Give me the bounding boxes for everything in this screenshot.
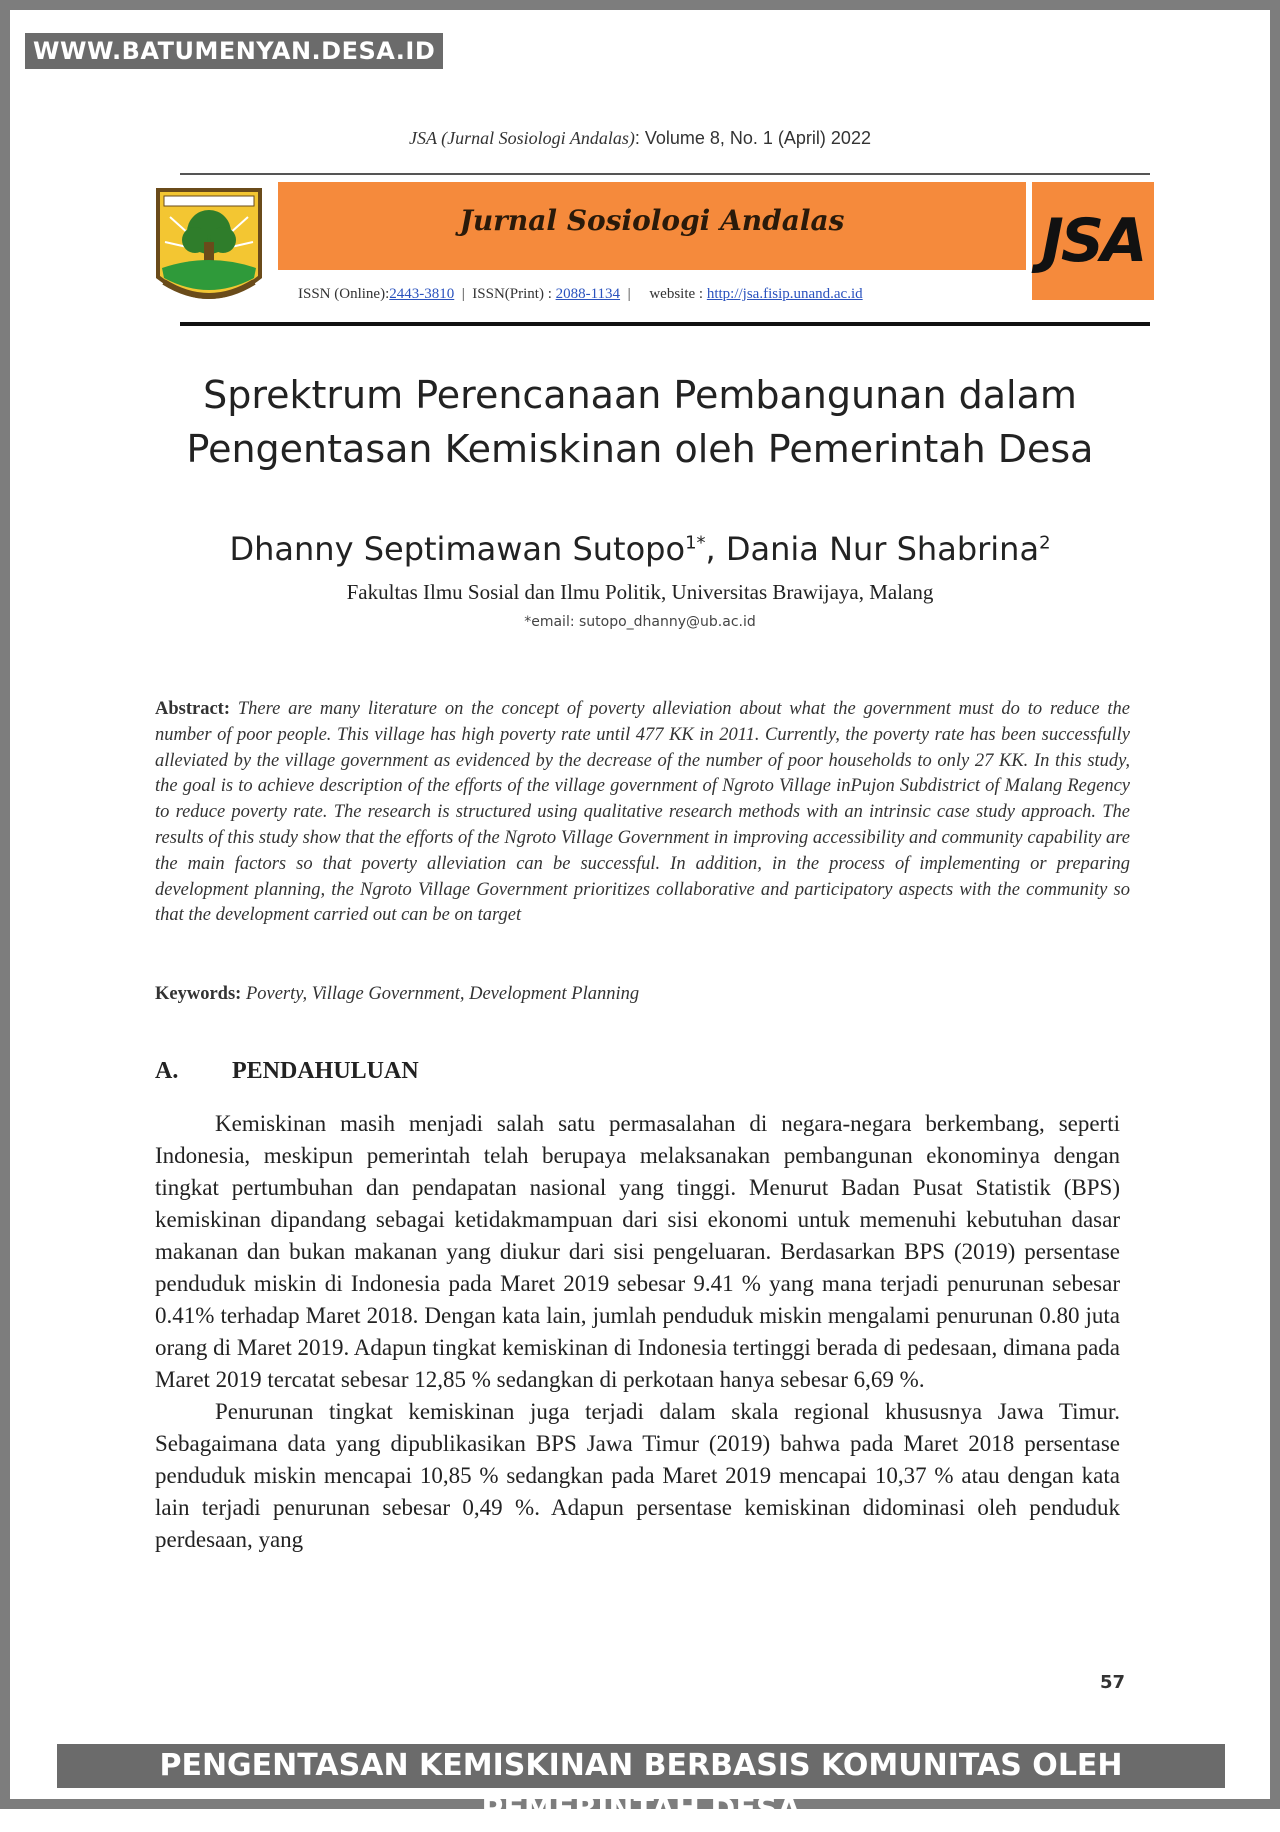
abstract-label: Abstract: [155,699,231,719]
issn-line: ISSN (Online):2443-3810 | ISSN(Print) : 2088-1134 | website : http://jsa.fisip.unand.ac.id [298,286,863,302]
paragraph-2: Penurunan tingkat kemiskinan juga terjadi dalam skala regional khususnya Jawa Timur. Sebagaimana data yang dipublikasikan BPS Jawa Timur (2019) bahwa pada Maret 2018 persentase penduduk miskin mencapai 10,85 % sedangkan pada Maret 2019 mencapai 10,37 % atau dengan kata lain terjadi penurunan sebesar 0,49 %. Adapun persentase kemiskinan didominasi oleh penduduk perdesaan, yang [155,1399,1120,1552]
section-number: A. [155,1058,179,1084]
header-rule-top [180,173,1150,175]
journal-name: JSA (Jurnal Sosiologi Andalas) [409,128,635,148]
paper-authors [0,530,1280,568]
author-1: Dhanny Septimawan Sutopo [229,530,686,568]
author-1-marker: 1* [685,532,706,554]
issn-online-link[interactable]: 2443-3810 [389,286,455,302]
university-logo [150,182,268,312]
journal-banner [278,182,1026,270]
paper-title-line-2: Pengentasan Kemiskinan oleh Pemerintah Desa [186,427,1094,471]
keywords-text: Poverty, Village Government, Development Planning [245,984,640,1004]
keywords-label: Keywords: [155,984,242,1004]
author-2: Dania Nur Shabrina [725,530,1040,568]
paper-title-line-1: Sprektrum Perencanaan Pembangunan dalam [203,373,1077,417]
jsa-logo: JSA [1032,182,1154,300]
author-email: *email: sutopo_dhanny@ub.ac.id [524,614,756,630]
abstract-text: There are many literature on the concept of poverty alleviation about what the government must do to reduce the number of poor people. This village has high poverty rate until 477 KK in 2011. Currently, the poverty rate has been successfully alleviated by the village government as evidenced by the decrease of the number of poor households to only 27 KK. In this study, the goal is to achieve description of the efforts of the village government of Ngroto Village inPujon Subdistrict of Malang Regency to reduce poverty rate. The research is structured using qualitative research methods with an intrinsic case study approach. The results of this study show that the efforts of the Ngroto Village Government in improving accessibility and community capability are the main factors so that poverty alleviation can be successful. In addition, in the process of implementing or preparing development planning, the Ngroto Village Government prioritizes collaborative and participatory aspects with the community so that the development carried out can be on target [155,699,1131,926]
issn-online-label: ISSN (Online): [298,286,390,302]
author-separator: , [705,530,726,568]
section-title: PENDAHULUAN [232,1058,419,1084]
journal-issue: : Volume 8, No. 1 (April) 2022 [634,128,871,148]
website-label: website : [649,286,704,302]
paragraph-1: Kemiskinan masih menjadi salah satu permasalahan di negara-negara berkembang, seperti Indonesia, meskipun pemerintah telah berupaya melaksanakan pembangunan ekonominya dengan tingkat pertumbuhan dan pendapatan nasional yang tinggi. Menurut Badan Pusat Statistik (BPS) kemiskinan dipandang sebagai ketidakmampuan dari sisi ekonomi untuk memenuhi kebutuhan dasar makanan dan bukan makanan yang diukur dari sisi pengeluaran. Berdasarkan BPS (2019) persentase penduduk miskin di Indonesia pada Maret 2019 sebesar 9.41 % yang mana terjadi penurunan sebesar 0.41% terhadap Maret 2018. Dengan kata lain, jumlah penduduk miskin mengalami penurunan 0.80 juta orang di Maret 2019. Adapun tingkat kemiskinan di Indonesia tertinggi berada di pedesaan, dimana pada Maret 2019 tercatat sebesar 12,85 % sedangkan di perkotaan hanya sebesar 6,69 %. [155,1111,1120,1392]
author-affiliation: Fakultas Ilmu Sosial dan Ilmu Politik, Universitas Brawijaya, Malang [346,580,934,604]
body-text [155,1108,1120,1556]
page-number: 57 [1100,1672,1126,1693]
section-heading [155,1058,419,1085]
caption-banner: PENGENTASAN KEMISKINAN BERBASIS KOMUNITAS OLEH PEMERINTAH DESA [57,1744,1225,1788]
author-2-marker: 2 [1039,532,1051,554]
journal-issue-line [0,128,1280,149]
issn-print-link[interactable]: 2088-1134 [555,286,621,302]
header-rule-bottom [180,322,1150,326]
keywords [155,984,1130,1005]
website-link[interactable]: http://jsa.fisip.unand.ac.id [706,286,863,302]
paper-title [0,368,1280,476]
abstract [155,697,1130,929]
journal-banner-title: Jurnal Sosiologi Andalas [459,204,845,237]
issn-print-label: ISSN(Print) : [472,286,552,302]
site-watermark-label: WWW.BATUMENYAN.DESA.ID [25,33,443,69]
